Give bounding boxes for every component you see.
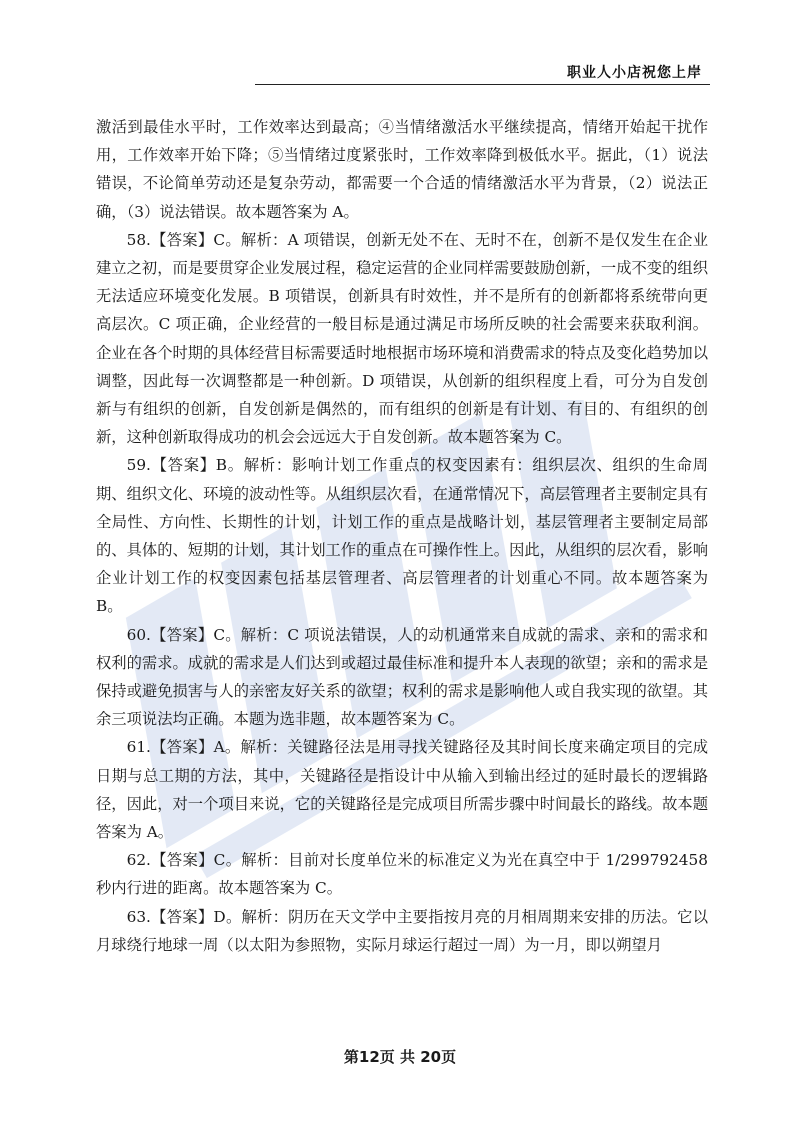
page-header <box>255 62 710 85</box>
paragraph-continued: 激活到最佳水平时，工作效率达到最高；④当情绪激活水平继续提高，情绪开始起干扰作用，工作效率开始下降；⑤当情绪过度紧张时，工作效率降到极低水平。据此，（1）说法错误，不论简单劳动还是复杂劳动，都需要一个合适的情绪激活水平为背景，（2）说法正确，（3）说法错误。故本题答案为 A。 <box>96 118 708 221</box>
header-title: 职业人小店祝您上岸 <box>567 65 702 81</box>
answer-59: 59.【答案】B。解析：影响计划工作重点的权变因素有：组织层次、组织的生命周期、组织文化、环境的波动性等。从组织层次看，在通常情况下，高层管理者主要制定具有全局性、方向性、长期性的计划，计划工作的重点是战略计划，基层管理者主要制定局部的、具体的、短期的计划，其计划工作的重点在可操作性上。因此，从组织的层次看，影响企业计划工作的权变因素包括基层管理者、高层管理者的计划重心不同。故本题答案为 B。 <box>96 456 708 616</box>
answer-content <box>96 113 708 959</box>
answer-62: 62.【答案】C。解析：目前对长度单位米的标准定义为光在真空中于 1/299792458 秒内行进的距离。故本题答案为 C。 <box>96 851 708 898</box>
answer-63: 63.【答案】D。解析：阴历在天文学中主要指按月亮的月相周期来安排的历法。它以月球绕行地球一周（以太阳为参照物，实际月球运行超过一周）为一月，即以朔望月 <box>96 907 708 954</box>
answer-60: 60.【答案】C。解析：C 项说法错误，人的动机通常来自成就的需求、亲和的需求和权利的需求。成就的需求是人们达到或超过最佳标准和提升本人表现的欲望；亲和的需求是保持或避免损害与人的亲密友好关系的欲望；权利的需求是影响他人或自我实现的欲望。其余三项说法均正确。本题为选非题，故本题答案为 C。 <box>96 625 708 729</box>
answer-58: 58.【答案】C。解析：A 项错误，创新无处不在、无时不在，创新不是仅发生在企业建立之初，而是要贯穿企业发展过程，稳定运营的企业同样需要鼓励创新，一成不变的组织无法适应环境变化发展。B 项错误，创新具有时效性，并不是所有的创新都将系统带向更高层次。C 项正确，企业经营的一般目标是通过满足市场所反映的社会需要来获取利润。企业在各个时期的具体经营目标需要适时地根据市场环境和消费需求的特点及变化趋势加以调整，因此每一次调整都是一种创新。D 项错误，从创新的组织程度上看，可分为自发创新与有组织的创新，自发创新是偶然的，而有组织的创新是有计划、有目的、有组织的创新，这种创新取得成功的机会会远远大于自发创新。故本题答案为 C。 <box>96 230 708 447</box>
answer-61: 61.【答案】A。解析：关键路径法是用寻找关键路径及其时间长度来确定项目的完成日期与总工期的方法，其中，关键路径是指设计中从输入到输出经过的延时最长的逻辑路径，因此，对一个项目来说，它的关键路径是完成项目所需步骤中时间最长的路线。故本题答案为 A。 <box>96 738 708 842</box>
page-number: 第12页 共 20页 <box>343 1048 457 1066</box>
